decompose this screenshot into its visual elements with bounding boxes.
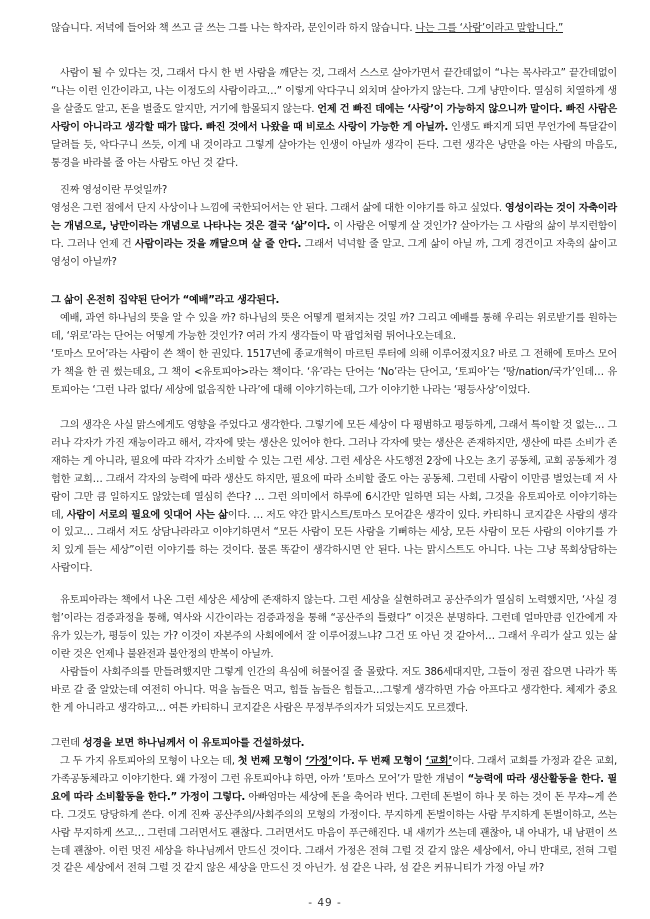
underlined-text-run: 나는 그를 ‘사람’이라고 말합니다.” <box>415 23 563 34</box>
paragraph-11 <box>51 735 617 753</box>
text-run: 사람들이 사회주의를 만들려했지만 그렇게 인간의 욕심에 허물어질 줄 몰랐다. 저도 386세대지만, 그들이 정권 잡으면 나라가 똑바로 갈 줄 알았는데 여전히 아니다. 먹을 놈들은 먹고, 힘들 놈들은 힘들고…그렇게 생각하면 가슴 아프다고 생각한다. 체제가 중요한 게 아니라고 생각하고… 여튼 카티하니 코지같은 사람은 무정부주의자가 되었는지도 모르겠다. <box>51 667 617 714</box>
bold-text-run: 영성이라는 것이 자축이라는 개념으로, 낭만이라는 개념으로 나타나는 것은 결국 ‘삶’이다. <box>51 203 617 232</box>
text-run: 아빠엄마는 세상에 돈을 축어라 번다. 그런데 돈벌이 하나 못 하는 것이 돈 무쟈~게 쓴다. 그것도 당당하게 쓴다. 이게 진짜 공산주의/사회주의의 모형의 가정이다. 무지하게 돈벌이하는 사람 무지하게 돈벌이하고, 쓰는 사람 무지하게 쓰고… 그런데 그러면서도 괜찮다. 그러면서도 마음이 푸근해진다. 내 새끼가 쓰는데 괜찮아, 내 아내가, 내 남편이 쓰는데 괜찮아. 이런 멋진 세상을 하나님께서 만드신 것이다. 그래서 가정은 전혀 그럴 것 같지 않은 세상에서, 아니 반대로, 전혀 그럴 것 같은 세상에서 전혀 그럴 것 같지 않은 세상을 만드신 것 아닌가. 섬 같은 나라, 섬 같은 커뮤니티가 가정 아닐 까? <box>51 791 618 875</box>
paragraph-10 <box>51 664 617 718</box>
text-run: 진짜 영성이란 무엇일까? <box>60 185 168 196</box>
text-run: 예배, 과연 하나님의 뜻을 알 수 있을 까? 하나님의 뜻은 어떻게 펼쳐지는 것일 까? 그리고 예배를 통해 우리는 위로받기를 원하는데, ‘위로’라는 단어는 어떻게 가능한 것인가? 여러 가지 생각들이 막 팝업처럼 튀어나오는데요. <box>51 313 617 342</box>
bold-text-run: 사람이 서로의 필요에 잇대어 사는 삶 <box>66 509 228 521</box>
paragraph-9 <box>51 592 617 664</box>
paragraph-12 <box>51 753 617 878</box>
bold-underlined-text-run: ‘가정’ <box>305 756 332 767</box>
text-run: 인생도 빠지게 되면 무언가에 특달같이 달려들 듯, 악다구니 쓰듯, 이게 내 것이라고 그렇게 살아가는 인생이 아닐까 생각이 든다. 그런 생각은 낭만을 아는 사람의 마음도, 통경을 바라볼 줄 아는 사람도 아닌 것 같다. <box>51 121 617 169</box>
text-run: 그 두 가지 유토피아의 모형이 나오는 데, <box>60 756 238 767</box>
text-run: 사람이 될 수 있다는 것, 그래서 다시 한 번 사람을 깨닫는 것, 그래서 스스로 살아가면서 끝간데없이 “나는 목사라고” 끝간데없이 “나는 이런 인간이라고, 나는 이정도의 사람이라고…” 이렇게 악다구니 외치며 살아가지 않는다. 그게 냥만이다. 열심히 치열하게 생을 살줄도 알고, 돈을 벌줄도 알지만, 거기에 함몰되지 않는다. <box>51 68 617 115</box>
paragraph-7 <box>51 346 617 400</box>
text-run: 이다. 그래서 교회를 가정과 같은 교회, 가족공동체라고 이야기한다. 왜 가정이 그런 유토피아냐 하면, 아까 ‘토마스 모어’가 말한 개념이 <box>51 756 617 785</box>
paragraph-6 <box>51 310 617 346</box>
paragraph-8 <box>51 417 617 578</box>
bold-text-run: 이다. 두 번째 모형이 <box>331 756 426 767</box>
paragraph-5 <box>51 292 617 310</box>
text-run: 유토피아라는 책에서 나온 그런 세상은 세상에 존재하지 않는다. 그런 세상을 실현하려고 공산주의가 열심히 노력했지만, ‘사실 경험’이라는 검증과정을 통해, 역사와 시간이라는 검증과정을 통해 “공산주의 틀렸다” 이것은 분명하다. 그런데 얼마만큼 인간에게 자유가 있는가, 평등이 있는 가? 이것이 자본주의 사회에에서 잘 이루어졌느냐? 그건 또 아닌 것 같아서… 그래서 우리가 살고 있는 삶이란 것은 언제나 불완전과 불안정의 반복이 아닐까. <box>51 595 617 660</box>
text-run: 영성은 그런 점에서 단지 사상이나 느낌에 국한되어서는 안 된다. 그래서 삶에 대한 이야기를 하고 싶었다. <box>51 203 505 214</box>
bold-text-run: 언제 건 빠진 데에는 ‘사랑’이 가능하지 않으니까 말이다. 빠진 사람은 사랑이 아니라고 생각할 때가 많다. 빠진 것에서 나왔을 때 비로소 사랑이 가능한 게 아닐까. <box>51 103 617 133</box>
paragraph-2 <box>51 65 617 172</box>
text-run: 이 사람은 어떻게 살 것인가? 살아가는 그 사람의 삶이 부지런함이다. 그러나 언제 건 <box>51 220 617 250</box>
text-run: 그런데 <box>51 738 83 749</box>
text-run: 않습니다. 저녁에 들어와 책 쓰고 글 쓰는 그를 나는 학자라, 문인이라 하지 않습니다. <box>51 23 416 34</box>
page-number: - 49 - <box>308 897 342 909</box>
bold-text-run: 첫 번째 모형이 <box>237 756 306 767</box>
text-run: 이다. … 저도 약간 맑시스트/토마스 모어같은 생각이 있다. 카티하니 코지같은 사람의 생각이 있고… 그래서 저도 상담나라라고 이야기하면서 “모든 사람이 모든 사람을 기뻐하는 세상, 모든 사람이 모든 사람의 이야기를 가치 있게 듣는 세상”이런 이야기를 하는 것이다. 물론 똑같이 생각하시면 안 된다. 나는 맑시스트도 아니다. 나는 그냥 목회상담하는 사람이다. <box>51 509 617 575</box>
bold-text-run: 사람이라는 것을 깨달으며 살 줄 안다. <box>134 238 302 250</box>
bold-text-run: 성경을 보면 하나님께서 이 유토피아를 건설하셨다. <box>82 738 305 749</box>
bold-text-run: “능력에 따라 생산활동을 한다. 필요에 따라 소비활동을 한다.” 가정이 그렇다. <box>51 773 617 803</box>
bold-text-run: 그 삶이 온전히 집약된 단어가 “예배”라고 생각된다. <box>51 295 280 306</box>
text-run: 그의 생각은 사실 맑스에게도 영향을 주었다고 생각한다. 그렇기에 모든 세상이 다 평범하고 평등하게, 그래서 특이할 것 없는… 그러나 각자가 가진 재능이라고 해서, 각자에 맞는 생산은 있어야 한다. 그러나 각자에 맞는 생산은 존재하지만, 생산에 따른 소비가 존재하는 게 아니라, 필요에 따라 각자가 소비할 수 있는 그런 세상. 그런 세상은 사도행전 2장에 나오는 초기 공동체, 교회 공동체가 경험한 교회… 그래서 각자의 능력에 따라 생산도 하지만, 필요에 따라 소비할 줄도 아는 공동체. 그런데 사람이 이만큼 벌었는데 저 사람이 그만 큼 일하지도 않았는데 열심히 쓴다? … 그런 의미에서 하루에 6시간만 일하면 되는 사회, 그것을 유토피아로 이야기하는데, <box>51 420 617 521</box>
paragraph-4 <box>51 200 617 272</box>
paragraph-1 <box>51 20 617 38</box>
paragraph-3 <box>51 182 617 200</box>
text-run: ‘토마스 모어’라는 사람이 쓴 책이 한 권있다. 1517년에 종교개혁이 마르틴 루터에 의해 이루어졌지요? 바로 그 전해에 토마스 모어가 책을 한 권 썼는데요, 그 책이 <유토피아>라는 책이다. ‘유’라는 단어는 ‘No’라는 단어고, ‘토피아’는 ‘땅/nation/국가’인데… 유토피아는 ‘그런 나라 없다/ 세상에 없음직한 나라’에 대해 이야기하는데, 그가 이야기한 나라는 ‘평등사상’이었다. <box>51 349 617 396</box>
text-run: 그래서 넉넉할 줄 알고. 그게 삶이 아닐 까, 그게 경건이고 자축의 삶이고 영성이 아닐까? <box>51 238 617 268</box>
bold-underlined-text-run: ‘교회’ <box>425 756 452 767</box>
